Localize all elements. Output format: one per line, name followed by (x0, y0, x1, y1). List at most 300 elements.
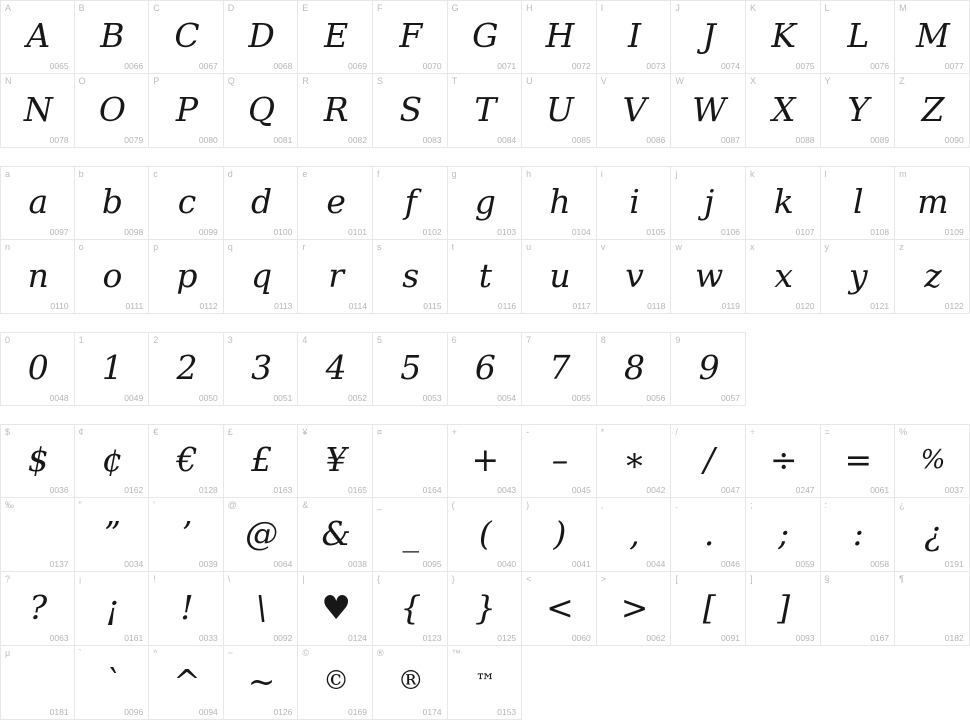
char-key-label: W (675, 76, 684, 86)
char-key-label: ¤ (376, 427, 382, 437)
char-key-label: r (302, 242, 306, 252)
char-key-label: ` (78, 648, 82, 658)
group-spacer (0, 314, 970, 332)
char-code-label: 0051 (273, 393, 293, 403)
char-cell[interactable] (75, 332, 150, 406)
char-code-label: 0059 (795, 559, 815, 569)
char-cell[interactable] (597, 332, 672, 406)
char-code-label: 0165 (348, 485, 367, 495)
char-cell[interactable] (597, 166, 672, 240)
char-cell[interactable] (448, 240, 523, 314)
char-glyph: T (474, 89, 497, 129)
char-glyph: ¿ (924, 513, 942, 553)
char-key-label: ] (749, 574, 753, 584)
char-cell[interactable] (671, 572, 746, 646)
char-cell[interactable] (0, 166, 75, 240)
char-cell[interactable] (895, 240, 970, 314)
char-cell[interactable] (671, 0, 746, 74)
char-code-label: 0050 (198, 393, 218, 403)
char-code-label: 0073 (646, 61, 666, 71)
char-code-label: 0097 (49, 227, 69, 237)
char-key-label: n (5, 242, 11, 252)
char-key-label: y (824, 242, 830, 252)
char-code-label: 0086 (646, 135, 666, 145)
char-cell[interactable] (448, 166, 523, 240)
char-cell[interactable] (448, 646, 523, 720)
char-glyph: ¥ (325, 440, 347, 479)
char-key-label: : (824, 500, 828, 510)
char-cell[interactable] (224, 646, 299, 720)
char-cell[interactable] (448, 498, 523, 572)
char-code-label: 0174 (422, 707, 442, 717)
char-cell[interactable] (298, 240, 373, 314)
char-cell[interactable] (0, 0, 75, 74)
char-cell[interactable] (746, 498, 821, 572)
char-cell[interactable] (746, 166, 821, 240)
char-glyph: L (847, 16, 870, 55)
char-cell[interactable] (373, 166, 448, 240)
char-glyph: q (251, 255, 273, 295)
char-cell[interactable] (149, 166, 224, 240)
char-code-label: 0121 (870, 301, 890, 311)
char-key-label: V (600, 76, 607, 86)
char-glyph: C (174, 16, 200, 55)
char-cell[interactable] (821, 498, 896, 572)
char-key-label: ; (749, 500, 753, 510)
char-cell[interactable] (522, 572, 597, 646)
char-cell[interactable] (746, 0, 821, 74)
char-glyph: ( (478, 513, 492, 553)
char-cell[interactable] (373, 332, 448, 406)
char-code-label: 0040 (497, 559, 517, 569)
char-cell[interactable] (298, 74, 373, 148)
char-key-label: T (451, 76, 458, 86)
char-key-label: 8 (600, 335, 606, 345)
char-cell[interactable] (597, 74, 672, 148)
char-cell[interactable] (75, 498, 150, 572)
char-cell[interactable] (0, 74, 75, 148)
char-cell[interactable] (448, 332, 523, 406)
char-code-label: 0056 (646, 393, 666, 403)
char-cell[interactable] (224, 74, 299, 148)
char-key-label: k (749, 169, 755, 179)
char-code-label: 0072 (571, 61, 591, 71)
char-cell[interactable] (373, 0, 448, 74)
char-glyph: R (323, 89, 349, 129)
char-row (0, 74, 970, 148)
char-row (0, 332, 970, 406)
char-glyph: \ (256, 587, 268, 627)
char-row (0, 646, 970, 720)
char-glyph: ! (180, 587, 194, 627)
char-code-label: 0153 (497, 707, 517, 717)
char-key-label: $ (5, 427, 11, 437)
char-cell[interactable] (75, 166, 150, 240)
char-code-label: 0115 (423, 301, 442, 311)
char-glyph: s (402, 255, 420, 295)
char-glyph: l (853, 182, 864, 221)
char-code-label: 0096 (124, 707, 144, 717)
char-key-label: v (600, 242, 606, 252)
char-key-label: 5 (376, 335, 382, 345)
char-glyph: x (774, 255, 794, 295)
char-glyph: 4 (325, 348, 347, 387)
char-code-label: 0070 (422, 61, 442, 71)
char-cell[interactable] (0, 646, 75, 720)
char-cell[interactable] (746, 240, 821, 314)
char-row (0, 498, 970, 572)
char-cell[interactable] (0, 332, 75, 406)
char-code-label: 0109 (944, 227, 964, 237)
char-code-label: 0033 (198, 633, 218, 643)
char-code-label: 0099 (198, 227, 218, 237)
char-cell[interactable] (149, 498, 224, 572)
char-cell[interactable] (746, 74, 821, 148)
char-code-label: 0191 (944, 559, 964, 569)
char-cell[interactable] (671, 74, 746, 148)
char-code-label: 0078 (49, 135, 69, 145)
char-key-label: I (600, 3, 604, 13)
char-cell[interactable] (373, 498, 448, 572)
char-code-label: 0125 (497, 633, 517, 643)
char-cell[interactable] (149, 74, 224, 148)
char-glyph: $ (27, 440, 49, 479)
char-key-label: D (227, 3, 235, 13)
char-code-label: 0163 (273, 485, 293, 495)
char-cell[interactable] (0, 424, 75, 498)
char-glyph: n (27, 255, 49, 295)
char-code-label: 0066 (124, 61, 144, 71)
char-code-label: 0068 (273, 61, 293, 71)
char-glyph: 5 (400, 348, 422, 387)
char-glyph: t (478, 255, 492, 295)
char-code-label: 0110 (50, 301, 69, 311)
char-cell[interactable] (298, 646, 373, 720)
char-code-label: 0036 (49, 485, 69, 495)
char-cell[interactable] (895, 166, 970, 240)
char-code-label: 0071 (497, 61, 517, 71)
char-cell[interactable] (298, 424, 373, 498)
char-cell[interactable] (373, 646, 448, 720)
char-cell[interactable] (671, 424, 746, 498)
char-key-label: x (749, 242, 755, 252)
char-key-label: . (675, 500, 678, 510)
char-cell[interactable] (746, 424, 821, 498)
char-code-label: 0047 (721, 485, 740, 495)
char-code-label: 0102 (422, 227, 442, 237)
char-key-label: + (451, 427, 457, 437)
char-cell[interactable] (671, 240, 746, 314)
char-glyph: O (98, 89, 126, 129)
char-glyph: 8 (624, 348, 646, 387)
char-key-label: ÷ (749, 427, 755, 437)
char-cell[interactable] (448, 572, 523, 646)
char-glyph: ÷ (769, 440, 798, 479)
char-cell[interactable] (224, 166, 299, 240)
char-code-label: 0046 (721, 559, 740, 569)
char-key-label: Q (227, 76, 235, 86)
char-key-label: } (451, 574, 455, 584)
char-cell[interactable] (298, 572, 373, 646)
char-key-label: " (78, 500, 82, 510)
char-code-label: 0042 (646, 485, 666, 495)
char-key-label: % (899, 427, 908, 437)
char-code-label: 0083 (422, 135, 442, 145)
char-glyph: w (695, 255, 724, 295)
char-cell[interactable] (75, 0, 150, 74)
char-cell[interactable] (0, 572, 75, 646)
char-cell[interactable] (746, 572, 821, 646)
char-code-label: 0119 (721, 301, 740, 311)
char-key-label: l (824, 169, 827, 179)
char-code-label: 0114 (348, 301, 367, 311)
char-cell[interactable] (671, 166, 746, 240)
char-code-label: 0101 (348, 227, 367, 237)
char-cell[interactable] (522, 240, 597, 314)
char-key-label: m (899, 169, 907, 179)
char-key-label: t (451, 242, 455, 252)
char-code-label: 0113 (274, 301, 293, 311)
char-cell[interactable] (75, 424, 150, 498)
char-glyph: ¡ (105, 587, 120, 627)
char-cell[interactable] (75, 74, 150, 148)
char-glyph: – (551, 440, 569, 479)
char-key-label: b (78, 169, 84, 179)
char-code-label: 0064 (273, 559, 293, 569)
char-glyph: F (399, 16, 423, 55)
char-cell[interactable] (597, 498, 672, 572)
char-cell[interactable] (522, 498, 597, 572)
char-cell[interactable] (821, 240, 896, 314)
char-cell[interactable] (522, 74, 597, 148)
char-cell[interactable] (0, 240, 75, 314)
char-code-label: 0112 (199, 301, 218, 311)
char-code-label: 0075 (795, 61, 815, 71)
char-code-label: 0057 (721, 393, 740, 403)
char-glyph: € (176, 440, 198, 479)
char-cell[interactable] (149, 424, 224, 498)
char-key-label: © (302, 648, 310, 658)
char-cell[interactable] (224, 424, 299, 498)
char-code-label: 0055 (571, 393, 591, 403)
char-glyph: j (704, 182, 715, 221)
group-spacer (0, 148, 970, 166)
char-glyph: N (23, 89, 53, 129)
char-glyph: 0 (27, 348, 49, 387)
char-glyph: W (692, 89, 727, 129)
char-key-label: ™ (451, 648, 461, 658)
char-cell[interactable] (597, 572, 672, 646)
char-code-label: 0100 (273, 227, 293, 237)
char-key-label: C (153, 3, 160, 13)
char-code-label: 0045 (571, 485, 591, 495)
char-group-lowercase (0, 166, 970, 314)
char-key-label: L (824, 3, 830, 13)
char-key-label: & (302, 500, 309, 510)
char-cell[interactable] (224, 0, 299, 74)
char-glyph: ` (104, 661, 121, 701)
char-code-label: 0118 (647, 301, 666, 311)
char-cell[interactable] (298, 0, 373, 74)
char-key-label: @ (227, 500, 237, 510)
char-code-label: 0122 (944, 301, 964, 311)
char-key-label: § (824, 574, 830, 584)
char-cell[interactable] (224, 240, 299, 314)
char-key-label: = (824, 427, 830, 437)
char-glyph: r (328, 255, 345, 295)
char-glyph: 1 (101, 348, 123, 387)
char-glyph: y (849, 255, 868, 295)
char-cell[interactable] (298, 498, 373, 572)
char-key-label: j (675, 169, 678, 179)
char-row (0, 572, 970, 646)
char-cell[interactable] (75, 646, 150, 720)
char-glyph: { (400, 587, 422, 627)
char-key-label: g (451, 169, 457, 179)
char-code-label: 0167 (870, 633, 890, 643)
char-cell[interactable] (895, 498, 970, 572)
char-key-label: Z (899, 76, 905, 86)
char-glyph: G (472, 16, 499, 55)
char-key-label: ¶ (899, 574, 904, 584)
char-cell[interactable] (895, 0, 970, 74)
char-group-symbols (0, 424, 970, 720)
char-cell[interactable] (821, 572, 896, 646)
char-key-label: µ (5, 648, 11, 658)
char-cell[interactable] (671, 498, 746, 572)
char-key-label: 0 (5, 335, 11, 345)
char-cell[interactable] (149, 646, 224, 720)
char-cell[interactable] (298, 166, 373, 240)
char-glyph: a (28, 182, 49, 221)
char-cell[interactable] (149, 240, 224, 314)
char-glyph: & (321, 513, 351, 553)
char-glyph: ™ (475, 669, 496, 693)
char-code-label: 0061 (870, 485, 890, 495)
char-cell[interactable] (821, 166, 896, 240)
char-key-label: , (600, 500, 604, 510)
char-code-label: 0108 (870, 227, 890, 237)
char-cell[interactable] (149, 0, 224, 74)
char-code-label: 0111 (125, 301, 144, 311)
char-cell[interactable] (75, 240, 150, 314)
char-cell[interactable] (448, 424, 523, 498)
char-key-label: ~ (227, 648, 234, 658)
char-key-label: 9 (675, 335, 681, 345)
char-key-label: > (600, 574, 607, 584)
char-key-label: 2 (153, 335, 159, 345)
char-code-label: 0103 (497, 227, 517, 237)
char-code-label: 0091 (721, 633, 740, 643)
char-code-label: 0106 (721, 227, 740, 237)
char-cell[interactable] (224, 572, 299, 646)
char-cell[interactable] (597, 240, 672, 314)
char-key-label: u (526, 242, 532, 252)
char-cell[interactable] (373, 424, 448, 498)
char-cell[interactable] (448, 0, 523, 74)
char-key-label: ‰ (5, 500, 14, 510)
char-code-label: 0074 (721, 61, 740, 71)
char-cell[interactable] (448, 74, 523, 148)
char-code-label: 0037 (944, 485, 964, 495)
char-glyph: X (771, 89, 796, 129)
char-key-label: z (899, 242, 904, 252)
char-cell[interactable] (75, 572, 150, 646)
char-glyph: g (474, 182, 496, 221)
char-cell[interactable] (149, 572, 224, 646)
char-key-label: d (227, 169, 233, 179)
char-cell[interactable] (522, 332, 597, 406)
char-cell[interactable] (522, 0, 597, 74)
char-key-label: K (749, 3, 756, 13)
char-cell[interactable] (522, 424, 597, 498)
char-cell[interactable] (522, 166, 597, 240)
char-key-label: J (675, 3, 680, 13)
char-glyph: I (628, 16, 642, 55)
char-code-label: 0082 (348, 135, 367, 145)
char-glyph: m (917, 182, 949, 221)
char-glyph: Z (921, 89, 945, 129)
char-cell[interactable] (671, 332, 746, 406)
char-key-label: - (526, 427, 530, 437)
char-key-label: 7 (526, 335, 532, 345)
char-code-label: 0049 (124, 393, 144, 403)
char-code-label: 0182 (944, 633, 964, 643)
char-cell[interactable] (895, 424, 970, 498)
char-glyph: © (323, 666, 350, 696)
char-cell[interactable] (895, 74, 970, 148)
char-glyph: u (549, 255, 571, 295)
char-glyph: H (545, 16, 575, 55)
char-key-label: ¢ (78, 427, 84, 437)
char-key-label: ^ (153, 648, 158, 658)
char-key-label: w (675, 242, 682, 252)
char-cell[interactable] (373, 572, 448, 646)
char-key-label: Y (824, 76, 831, 86)
char-cell[interactable] (149, 332, 224, 406)
char-key-label: o (78, 242, 84, 252)
char-cell[interactable] (597, 0, 672, 74)
char-cell[interactable] (597, 424, 672, 498)
char-row (0, 166, 970, 240)
char-code-label: 0063 (49, 633, 69, 643)
char-key-label: i (600, 169, 603, 179)
char-cell[interactable] (0, 498, 75, 572)
char-cell[interactable] (821, 424, 896, 498)
char-glyph: i (629, 182, 640, 221)
char-glyph: ~ (247, 661, 276, 701)
char-cell[interactable] (224, 498, 299, 572)
char-code-label: 0076 (870, 61, 890, 71)
char-cell[interactable] (224, 332, 299, 406)
char-glyph: ) (553, 513, 567, 553)
char-cell[interactable] (373, 74, 448, 148)
char-cell[interactable] (895, 572, 970, 646)
char-key-label: * (600, 427, 605, 437)
char-glyph: ® (397, 666, 424, 696)
char-key-label: < (526, 574, 532, 584)
char-code-label: 0039 (198, 559, 218, 569)
char-cell[interactable] (821, 74, 896, 148)
char-cell[interactable] (298, 332, 373, 406)
char-glyph: A (26, 16, 51, 55)
char-key-label: O (78, 76, 86, 86)
char-code-label: 0089 (870, 135, 890, 145)
char-code-label: 0093 (795, 633, 815, 643)
char-cell[interactable] (373, 240, 448, 314)
char-cell[interactable] (821, 0, 896, 74)
char-code-label: 0034 (124, 559, 144, 569)
